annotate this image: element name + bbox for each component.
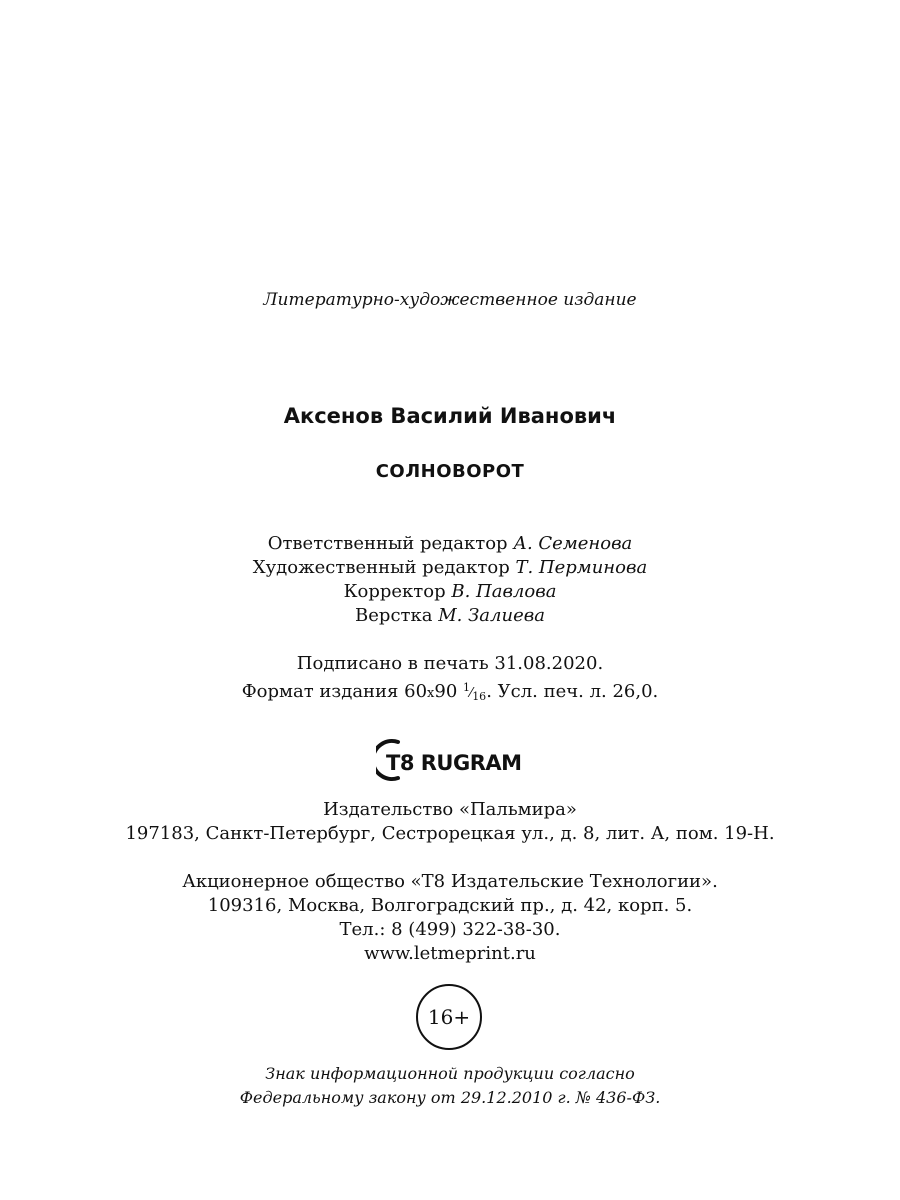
printer-name: Акционерное общество «Т8 Издательские Технологии». [182, 871, 718, 892]
format-mid: 90 [434, 681, 464, 702]
credit-person: В. Павлова [451, 581, 557, 602]
format-suffix: . Усл. печ. л. 26,0. [486, 681, 659, 702]
fraction-numerator: 1 [463, 681, 471, 694]
credit-role: Корректор [343, 581, 446, 602]
credit-role: Художественный редактор [252, 557, 510, 578]
publisher-name: Издательство «Пальмира» [323, 799, 577, 820]
age-note-line2: Федеральному закону от 29.12.2010 г. № 436-ФЗ. [239, 1088, 661, 1107]
credit-role: Ответственный редактор [267, 533, 508, 554]
print-signed-date: Подписано в печать 31.08.2020. [296, 653, 604, 674]
credit-chief-editor [0, 532, 900, 556]
credit-person: Т. Перминова [515, 557, 648, 578]
printer-website: www.letmeprint.ru [364, 943, 536, 964]
credit-layout [0, 604, 900, 628]
publisher-address: 197183, Санкт-Петербург, Сестрорецкая ул., д. 8, лит. А, пом. 19-Н. [125, 823, 775, 844]
format-fraction: $^1⁄_{16}$ [463, 681, 487, 703]
logo-wordmark: T8 RUGRAM [386, 751, 522, 775]
t8-rugram-logo [376, 736, 526, 784]
credit-person: А. Семенова [513, 533, 633, 554]
print-format [0, 676, 900, 709]
age-rating-text: 16+ [427, 1005, 471, 1029]
printer-phone: Тел.: 8 (499) 322-38-30. [339, 919, 561, 940]
format-times: x [427, 686, 435, 701]
age-rating-badge [416, 984, 482, 1050]
credit-person: М. Залиева [438, 605, 545, 626]
printer-address: 109316, Москва, Волгоградский пр., д. 42, корп. 5. [207, 895, 693, 916]
book-title: СОЛНОВОРОТ [375, 461, 525, 482]
credit-role: Верстка [355, 605, 433, 626]
genre-label: Литературно-художественное издание [263, 290, 637, 310]
format-prefix: Формат издания 60 [241, 681, 428, 702]
t8-rugram-logo-icon [376, 736, 526, 784]
credit-proofreader [0, 580, 900, 604]
credit-art-editor [0, 556, 900, 580]
age-note-line1: Знак информационной продукции согласно [265, 1064, 635, 1083]
fraction-denominator: 16 [472, 690, 487, 703]
author-name: Аксенов Василий Иванович [283, 404, 617, 428]
